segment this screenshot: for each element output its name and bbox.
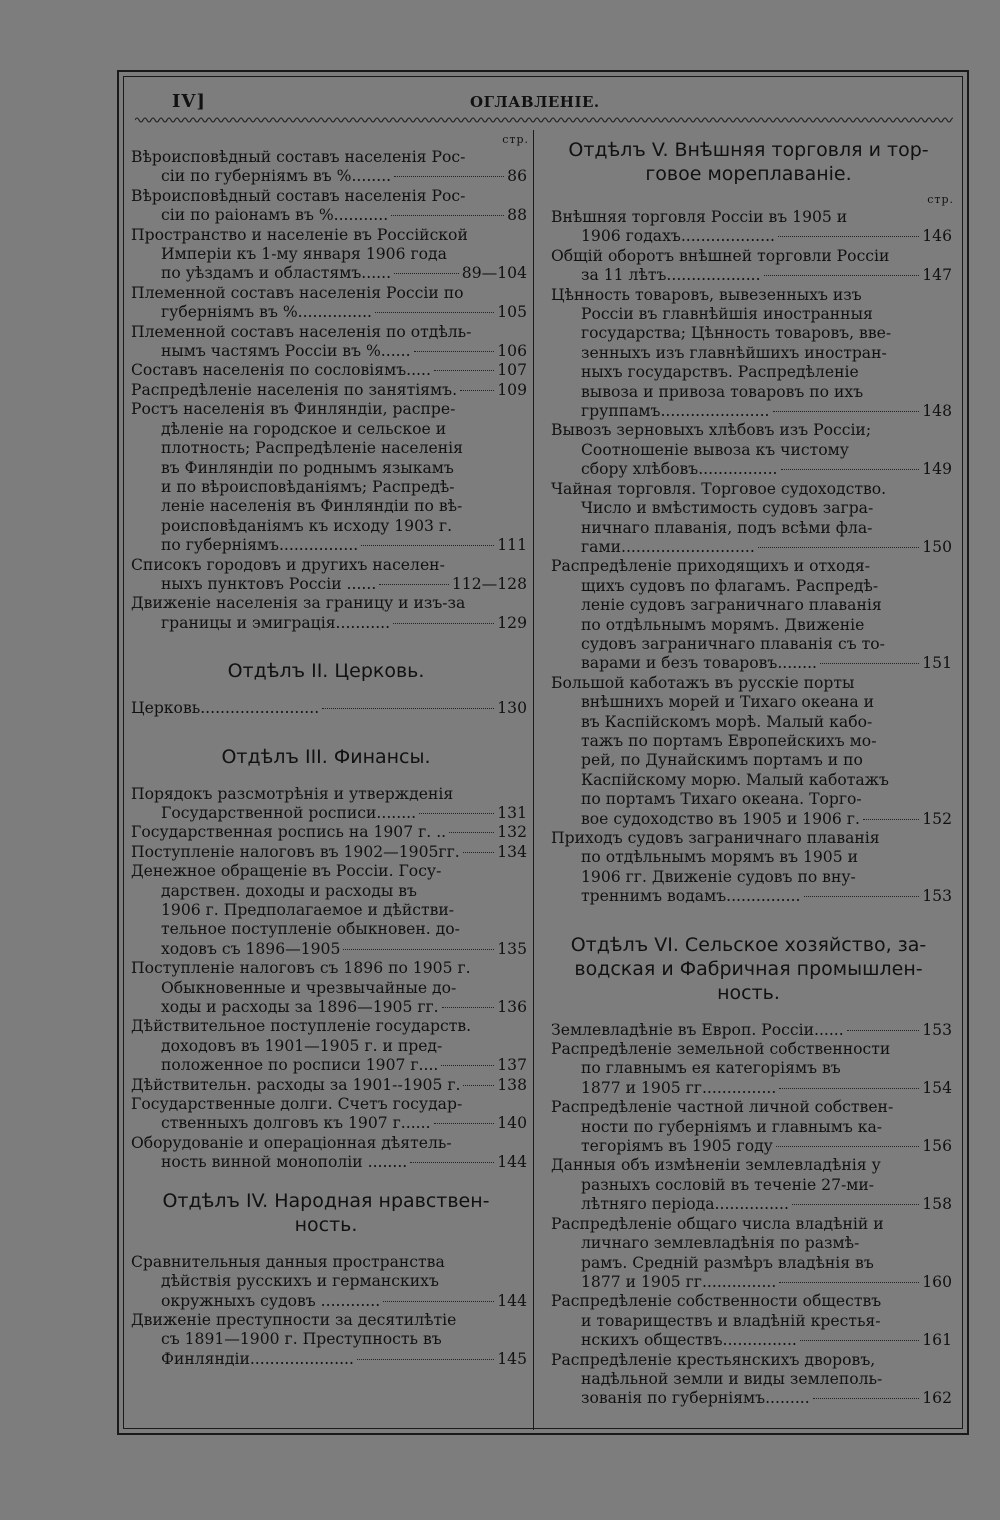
toc-entry-line: Оборудованіе и операціонная дѣятель-	[131, 1133, 452, 1152]
toc-page-number: 134	[497, 842, 527, 861]
toc-entry-line: рей, по Дунайскимъ портамъ и по	[581, 751, 863, 770]
toc-entry-line: Поступленіе налоговъ въ 1902—1905гг.	[131, 842, 460, 861]
toc-entry-line: 1906 гг. Движеніе судовъ по вну-	[581, 867, 856, 886]
toc-entry-line: сіи по губерніямъ въ %........	[161, 167, 392, 186]
toc-entry-line: нскихъ обществъ...............	[581, 1331, 797, 1350]
dot-leader	[434, 370, 494, 371]
dot-leader	[449, 832, 494, 833]
toc-page-number: 150	[922, 537, 952, 556]
toc-entry-line: по портамъ Тихаго океана. Торго-	[581, 790, 862, 809]
toc-entries-section3	[121, 785, 531, 1173]
toc-entry-line: и по вѣроисповѣданіямъ; Распредѣ-	[161, 477, 455, 496]
dot-leader	[800, 1340, 919, 1341]
dot-leader	[779, 1088, 919, 1089]
toc-entry-line: Порядокъ разсмотрѣнія и утвержденія	[131, 784, 454, 803]
toc-entry-line: тельное поступленіе обыкновен. до-	[161, 920, 460, 939]
toc-entry-line: Списокъ городовъ и другихъ населен-	[131, 555, 445, 574]
toc-entry-line: судовъ заграничнаго плаванія съ то-	[581, 634, 885, 653]
toc-entry	[121, 284, 531, 323]
toc-entry	[121, 187, 531, 226]
toc-page-number: 156	[922, 1137, 952, 1156]
dot-leader	[779, 1282, 919, 1283]
toc-entry-line: Обыкновенные и чрезвычайные до-	[161, 978, 457, 997]
dot-leader	[804, 896, 920, 897]
dot-leader	[434, 1123, 495, 1124]
section-heading-4-line2: ность.	[294, 1213, 358, 1236]
toc-entry-line: Чайная торговля. Торговое судоходство.	[551, 479, 887, 498]
toc-entry	[541, 1021, 956, 1040]
section-heading-3: Отдѣлъ III. Финансы.	[221, 745, 431, 768]
toc-entry-line: роисповѣданіямъ къ исходу 1903 г.	[161, 516, 453, 535]
toc-entry-line: доходовъ въ 1901—1905 г. и пред-	[161, 1036, 443, 1055]
toc-entry-line: 1906 годахъ...................	[581, 227, 775, 246]
toc-page-number: 162	[922, 1389, 952, 1408]
dot-leader	[758, 547, 919, 548]
toc-entry-line: плотность; Распредѣленіе населенія	[161, 439, 463, 458]
toc-page-number: 149	[922, 460, 952, 479]
toc-page-number: 106	[497, 342, 527, 361]
toc-entry-line: дарствен. доходы и расходы въ	[161, 881, 417, 900]
toc-entry-line: ности по губерніямъ и главнымъ ка-	[581, 1117, 883, 1136]
toc-entry-line: Приходъ судовъ заграничнаго плаванія	[551, 829, 880, 847]
toc-entry	[541, 1351, 956, 1409]
toc-entry	[121, 1095, 531, 1134]
toc-entry-line: Каспійскому морю. Малый каботажъ	[581, 770, 889, 789]
toc-entry	[121, 843, 531, 862]
toc-page-number: 88	[507, 206, 527, 225]
dot-leader	[847, 1030, 920, 1031]
dot-leader	[460, 390, 494, 391]
section-heading-4-line1: Отдѣлъ IV. Народная нравствен-	[162, 1189, 490, 1212]
toc-entry-line: Число и вмѣстимость судовъ загра-	[581, 499, 874, 518]
toc-entry-line: Дѣйствительное поступленіе государств.	[131, 1017, 472, 1036]
dot-leader	[463, 1085, 494, 1086]
dot-leader	[781, 469, 920, 470]
toc-entry-line: Внѣшняя торговля Россіи въ 1905 и	[551, 208, 848, 226]
toc-entry-line: сбору хлѣбовъ................	[581, 460, 778, 479]
toc-entry-line: тажъ по портамъ Европейскихъ мо-	[581, 731, 877, 750]
toc-entry-line: внѣшнихъ морей и Тихаго океана и	[581, 693, 875, 712]
right-column	[541, 132, 956, 1409]
toc-entry-line: вывоза и привоза товаровъ по ихъ	[581, 382, 864, 401]
toc-entry	[541, 1292, 956, 1350]
toc-page-number: 112—128	[451, 574, 527, 593]
toc-entry-line: по отдѣльнымъ морямъ въ 1905 и	[581, 848, 859, 867]
toc-page-number: 158	[922, 1195, 952, 1214]
dot-leader	[391, 215, 504, 216]
dot-leader	[414, 351, 495, 352]
dot-leader	[394, 176, 504, 177]
toc-entry-line: Общій оборотъ внѣшней торговли Россіи	[551, 246, 890, 265]
toc-entry-line: Распредѣленіе общаго числа владѣній и	[551, 1214, 884, 1233]
toc-entry	[121, 699, 531, 718]
dot-leader	[813, 1398, 920, 1399]
section-heading-2: Отдѣлъ II. Церковь.	[227, 660, 425, 683]
toc-entry-line: Землевладѣніе въ Европ. Россіи......	[551, 1020, 844, 1039]
toc-entry-line: и товариществъ и владѣній крестья-	[581, 1311, 881, 1330]
toc-entry-line: Пространство и населеніе въ Россійской	[131, 225, 468, 244]
toc-entry-line: леніе населенія въ Финляндіи по вѣ-	[161, 497, 463, 516]
toc-entries-section1	[121, 148, 531, 633]
toc-entry-line: за 11 лѣтъ...................	[581, 266, 761, 285]
toc-entry-line: дѣленіе на городское и сельское и	[161, 419, 447, 438]
section-heading-6-line1: Отдѣлъ VI. Сельское хозяйство, за-	[570, 933, 927, 956]
toc-entry-line: рамъ. Средній размѣръ владѣнія въ	[581, 1253, 874, 1272]
toc-entry	[121, 1311, 531, 1369]
toc-entry-line: Племенной составъ населенія по отдѣль-	[131, 322, 472, 341]
toc-entry-line: Ростъ населенія въ Финляндіи, распре-	[131, 400, 456, 419]
toc-entry-line: нымъ частямъ Россіи въ %......	[161, 342, 411, 361]
toc-entry-line: ственныхъ долговъ къ 1907 г......	[161, 1114, 431, 1133]
toc-entry-line: сіи по раіонамъ въ %...........	[161, 206, 389, 225]
toc-entry-line: треннимъ водамъ...............	[581, 887, 801, 906]
section-heading-4	[121, 1189, 531, 1237]
toc-entry-line: Движеніе преступности за десятилѣтіе	[131, 1310, 457, 1329]
toc-entry-line: варами и безъ товаровъ........	[581, 654, 818, 673]
toc-entry	[121, 1253, 531, 1311]
toc-entry-line: съ 1891—1900 г. Преступность въ	[161, 1330, 442, 1349]
dot-leader	[383, 1301, 494, 1302]
dot-leader	[441, 1065, 494, 1066]
toc-page-number: 107	[497, 361, 527, 380]
toc-entry	[121, 400, 531, 555]
toc-entry-line: Финляндіи.....................	[161, 1349, 354, 1368]
toc-entry	[541, 421, 956, 479]
dot-leader	[322, 708, 494, 709]
toc-page-number: 137	[497, 1056, 527, 1075]
toc-entry-line: разныхъ сословій въ теченіе 27-ми-	[581, 1175, 875, 1194]
toc-entry-line: Сравнительныя данныя пространства	[131, 1252, 445, 1271]
toc-entry-line: группамъ......................	[581, 402, 770, 421]
toc-page-number: 153	[922, 887, 952, 906]
running-title: ОГЛАВЛЕНІЕ.	[470, 93, 600, 111]
toc-entries-section4	[121, 1253, 531, 1369]
toc-entry-line: зенныхъ изъ главнѣйшихъ иностран-	[581, 343, 887, 362]
toc-entry-line: ходовъ съ 1896—1905	[161, 939, 341, 958]
dot-leader	[764, 275, 920, 276]
toc-entries-section2	[121, 699, 531, 718]
toc-entry-line: Распредѣленіе частной личной собствен-	[551, 1098, 894, 1117]
toc-page-number: 144	[497, 1291, 527, 1310]
dot-leader	[773, 411, 920, 412]
toc-entry	[121, 1017, 531, 1075]
toc-entry-line: щихъ судовъ по флагамъ. Распредѣ-	[581, 576, 879, 595]
toc-entry-line: зованія по губерніямъ.........	[581, 1389, 810, 1408]
toc-page-number: 138	[497, 1075, 527, 1094]
toc-entry	[541, 286, 956, 422]
toc-page-number: 151	[922, 654, 952, 673]
toc-entry-line: губерніямъ въ %...............	[161, 303, 372, 322]
toc-entry-line: Распредѣленіе приходящихъ и отходя-	[551, 557, 871, 576]
toc-entry-line: ничнаго плаванія, подъ всѣми фла-	[581, 518, 873, 537]
toc-entry-line: Цѣнность товаровъ, вывезенныхъ изъ	[551, 285, 862, 304]
toc-entry-line: Вѣроисповѣдный составъ населенія Рос-	[131, 186, 466, 205]
toc-entry	[121, 594, 531, 633]
wavy-rule	[135, 114, 953, 126]
toc-entry	[121, 148, 531, 187]
toc-page-number: 105	[497, 303, 527, 322]
dot-leader	[357, 1359, 494, 1360]
dot-leader	[394, 273, 459, 274]
toc-entry	[121, 785, 531, 824]
toc-entry-line: лѣтняго періода...............	[581, 1195, 789, 1214]
toc-entry-line: Племенной составъ населенія Россіи по	[131, 283, 464, 302]
dot-leader	[343, 949, 494, 950]
section-heading-5-line1: Отдѣлъ V. Внѣшняя торговля и тор-	[568, 139, 929, 161]
toc-entry-line: Соотношеніе вывоза къ чистому	[581, 440, 849, 459]
toc-entry-line: Составъ населенія по сословіямъ.....	[131, 361, 431, 380]
toc-entry	[541, 208, 956, 247]
toc-entry-line: ность винной монополіи ........	[161, 1153, 408, 1172]
toc-entry-line: Распредѣленіе земельной собственности	[551, 1040, 891, 1059]
toc-page-number: 145	[497, 1349, 527, 1368]
page-col-label: стр.	[502, 133, 529, 146]
toc-page-number: 152	[922, 809, 952, 828]
toc-entry-line: Государственные долги. Счетъ государ-	[131, 1095, 463, 1114]
dot-leader	[393, 623, 494, 624]
toc-entry	[541, 1098, 956, 1156]
toc-entry	[121, 959, 531, 1017]
toc-page-number: 132	[497, 823, 527, 842]
toc-entry-line: тегоріямъ въ 1905 году	[581, 1137, 773, 1156]
toc-entry-line: границы и эмиграція...........	[161, 613, 391, 632]
dot-leader	[361, 545, 494, 546]
dot-leader	[792, 1204, 919, 1205]
toc-entry-line: вое судоходство въ 1905 и 1906 г.	[581, 809, 860, 828]
dot-leader	[410, 1162, 494, 1163]
toc-entry	[541, 829, 956, 907]
toc-entry-line: ныхъ государствъ. Распредѣленіе	[581, 363, 859, 382]
toc-page-number: 86	[507, 167, 527, 186]
toc-entry	[541, 247, 956, 286]
toc-entry	[121, 862, 531, 959]
toc-entry-line: Денежное обращеніе въ Россіи. Госу-	[131, 862, 442, 881]
dot-leader	[776, 1146, 919, 1147]
toc-entry-line: 1906 г. Предполагаемое и дѣйстви-	[161, 901, 455, 919]
toc-page-number: 146	[922, 227, 952, 246]
toc-entry	[121, 226, 531, 284]
toc-entry-line: Распредѣленіе крестьянскихъ дворовъ,	[551, 1350, 876, 1369]
toc-entry	[541, 1156, 956, 1214]
toc-entry-line: по губерніямъ................	[161, 536, 359, 555]
toc-entry-line: Вѣроисповѣдный составъ населенія Рос-	[131, 148, 466, 166]
toc-entry-line: Государственная роспись на 1907 г. ..	[131, 823, 447, 842]
toc-page-number: 89—104	[461, 264, 527, 283]
toc-entry-line: леніе судовъ заграничнаго плаванія	[581, 596, 882, 615]
toc-entries-section5	[541, 208, 956, 907]
section-heading-6-line3: ность.	[717, 981, 780, 1004]
dot-leader	[778, 236, 919, 237]
toc-page-number: 111	[497, 536, 527, 555]
page-number: IV]	[172, 91, 206, 112]
toc-entry	[121, 323, 531, 362]
section-heading-6-line2: водская и Фабричная промышлен-	[574, 957, 923, 980]
toc-entry-line: надѣльной земли и виды землеполь-	[581, 1369, 883, 1388]
left-column	[121, 132, 531, 1369]
toc-entry-line: дѣйствія русскихъ и германскихъ	[161, 1272, 439, 1291]
toc-entry-line: Движеніе населенія за границу и изъ-за	[131, 594, 466, 613]
toc-page-number: 147	[922, 266, 952, 285]
toc-entry	[121, 381, 531, 400]
toc-page-number: 144	[497, 1153, 527, 1172]
dot-leader	[442, 1007, 495, 1008]
toc-page-number: 160	[922, 1272, 952, 1291]
toc-entry-line: ходы и расходы за 1896—1905 гг.	[161, 998, 439, 1017]
toc-entry-line: Вывозъ зерновыхъ хлѣбовъ изъ Россіи;	[551, 421, 872, 440]
toc-page-number: 153	[922, 1020, 952, 1039]
toc-entry-line: личнаго землевладѣнія по размѣ-	[581, 1234, 860, 1253]
toc-entry	[121, 361, 531, 380]
toc-entry-line: положенное по росписи 1907 г....	[161, 1056, 439, 1075]
toc-entry-line: по уѣздамъ и областямъ......	[161, 264, 392, 283]
section-heading-5-line2: говое мореплаваніе.	[645, 163, 852, 185]
toc-page-number: 161	[922, 1331, 952, 1350]
dot-leader	[820, 663, 919, 664]
toc-page-number: 136	[497, 998, 527, 1017]
toc-entry-line: Распредѣленіе населенія по занятіямъ.	[131, 380, 458, 399]
dot-leader	[463, 852, 495, 853]
toc-entry-line: по отдѣльнымъ морямъ. Движеніе	[581, 615, 865, 634]
toc-page-number: 131	[497, 803, 527, 822]
section-heading-6	[541, 933, 956, 1005]
toc-entry-line: Церковь........................	[131, 699, 320, 718]
toc-entry-line: Распредѣленіе собственности обществъ	[551, 1292, 882, 1311]
toc-page-number: 154	[922, 1078, 952, 1097]
toc-page-number: 109	[497, 380, 527, 399]
toc-entry-line: государства; Цѣнность товаровъ, вве-	[581, 324, 892, 343]
toc-entry	[121, 556, 531, 595]
page-col-label-right: стр.	[927, 193, 954, 206]
toc-entries-section6	[541, 1021, 956, 1409]
toc-entry-line: гами...........................	[581, 537, 755, 556]
toc-entry-line: въ Финляндіи по роднымъ языкамъ	[161, 458, 454, 477]
toc-page-number: 135	[497, 939, 527, 958]
toc-entry	[121, 823, 531, 842]
dot-leader	[863, 819, 919, 820]
toc-entry-line: Большой каботажъ въ русскіе порты	[551, 673, 855, 692]
toc-entry-line: Имперіи къ 1-му января 1906 года	[161, 245, 447, 264]
toc-entry	[541, 674, 956, 829]
toc-entry-line: въ Каспійскомъ морѣ. Малый кабо-	[581, 712, 873, 731]
toc-entry-line: окружныхъ судовъ ............	[161, 1291, 381, 1310]
toc-entry	[121, 1134, 531, 1173]
toc-entry-line: 1877 и 1905 гг...............	[581, 1078, 777, 1097]
toc-entry-line: Россіи въ главнѣйшія иностранныя	[581, 305, 873, 324]
toc-page-number: 148	[922, 402, 952, 421]
toc-page-number: 129	[497, 613, 527, 632]
dot-leader	[375, 312, 494, 313]
toc-entry-line: 1877 и 1905 гг...............	[581, 1272, 777, 1291]
toc-entry-line: Государственной росписи........	[161, 803, 417, 822]
toc-entry	[541, 480, 956, 558]
dot-leader	[419, 813, 494, 814]
column-rule	[533, 130, 534, 1430]
dot-leader	[379, 584, 449, 585]
toc-entry	[121, 1076, 531, 1095]
toc-entry-line: ныхъ пунктовъ Россіи ......	[161, 574, 377, 593]
toc-entry	[541, 557, 956, 673]
section-heading-5	[541, 138, 956, 186]
toc-entry-line: Дѣйствительн. расходы за 1901--1905 г.	[131, 1075, 461, 1094]
toc-entry-line: Поступленіе налоговъ съ 1896 по 1905 г.	[131, 959, 471, 978]
toc-entry	[541, 1040, 956, 1098]
toc-entry-line: по главнымъ ея категоріямъ въ	[581, 1059, 841, 1078]
toc-page-number: 140	[497, 1114, 527, 1133]
toc-entry	[541, 1215, 956, 1293]
toc-page-number: 130	[497, 699, 527, 718]
toc-entry-line: Данныя объ измѣненіи землевладѣнія у	[551, 1156, 881, 1175]
